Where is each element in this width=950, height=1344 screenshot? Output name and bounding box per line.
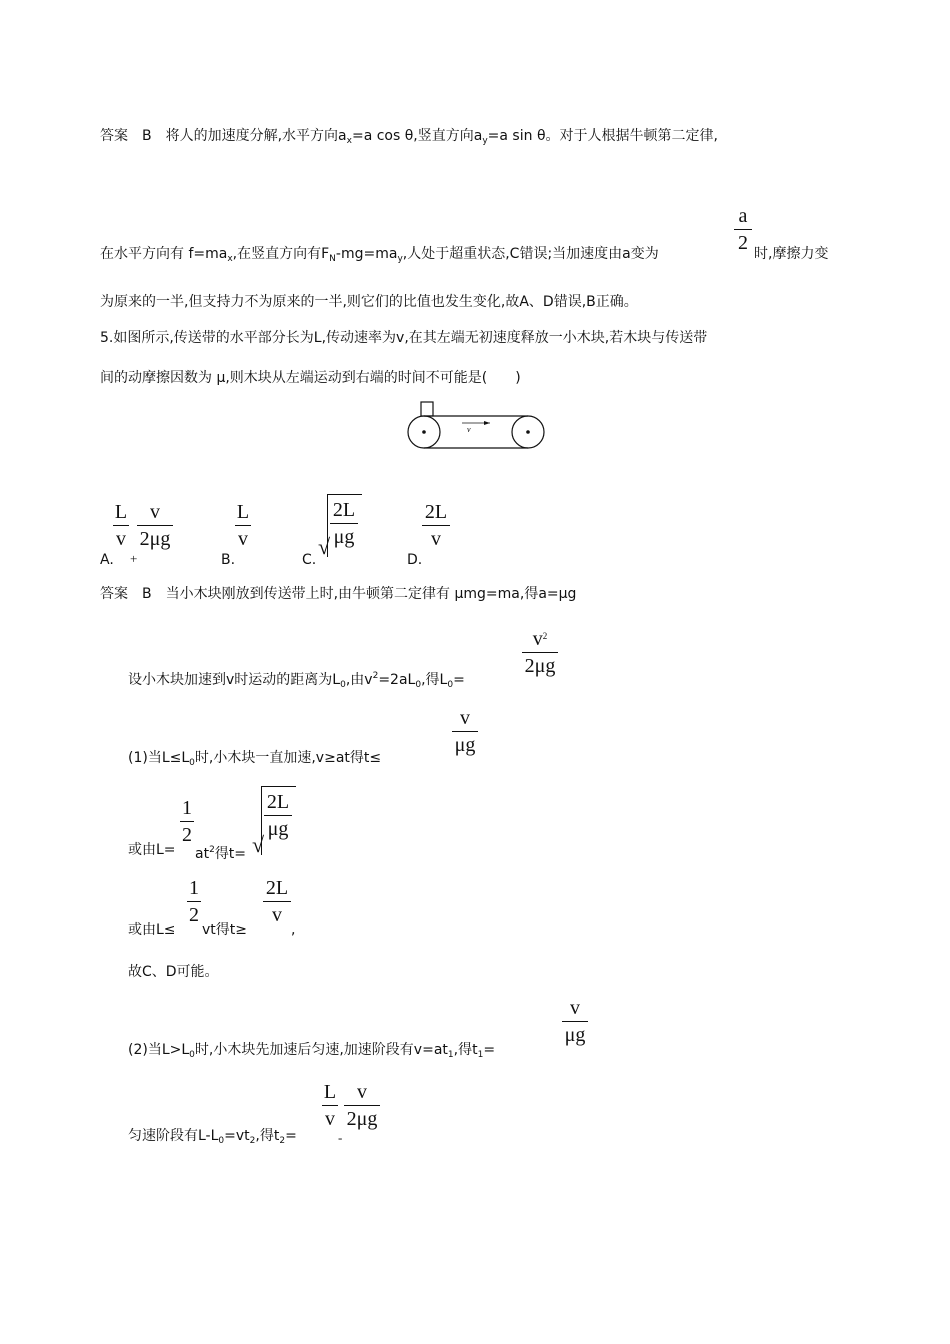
option-d-fraction: 2L v	[422, 500, 450, 551]
velocity-arrow-head	[484, 421, 490, 425]
option-a-fraction-1: L v	[114, 501, 128, 550]
answer-5-line-4-mid: $at^2$得t=	[195, 845, 247, 862]
fraction-half-1: 1 2	[182, 797, 192, 846]
answer-5-line-5-comma: ,	[291, 922, 296, 938]
answer-4-line-2-end: 时,摩擦力变	[754, 246, 829, 262]
answer-4-line-3: 为原来的一半,但支持力不为原来的一半,则它们的比值也发生变化,故A、D错误,B正确。	[100, 294, 638, 310]
answer-5-line-7: (2)当$L>L_0$时,小木块先加速后匀速,加速阶段有$v=at_1$,得$t_1=$	[128, 1042, 496, 1060]
fraction-L0: $v^2$ 2μg	[522, 624, 558, 678]
answer-5-line-1: 答案 B 当小木块刚放到传送带上时,由牛顿第二定律有 μmg=ma,得a=μg	[100, 586, 577, 602]
option-a-plus: +	[130, 551, 138, 566]
option-d-label: D.	[407, 552, 423, 568]
answer-5-line-4: 或由L=	[128, 842, 176, 858]
option-a-label: A.	[100, 552, 114, 568]
answer-4-line-2: 在水平方向有 $f=ma_x$,在竖直方向有$F_N-mg=ma_y$,人处于超重状态,C错误;当加速度由a变为	[100, 246, 659, 264]
fraction-t-le: v μg	[452, 706, 478, 757]
fraction-t-ge: 2L v	[263, 876, 291, 927]
wood-block	[421, 402, 433, 416]
answer-5-line-2: 设小木块加速到v时运动的距离为$L_0$,由$v^2=2aL_0$,得$L_0=$	[128, 671, 465, 690]
option-c-fraction: 2L μg	[330, 498, 358, 549]
option-b-label: B.	[221, 552, 236, 568]
answer-5-line-8: 匀速阶段有$L-L_0=vt_2$,得$t_2=$	[128, 1128, 297, 1146]
right-pulley-axle	[526, 430, 530, 434]
left-pulley-axle	[422, 430, 426, 434]
answer-5-line-3: (1)当$L\le L_0$时,小木块一直加速,v≥at得t≤	[128, 750, 382, 768]
answer-5-line-5-mid: vt得t≥	[202, 922, 247, 938]
option-c-sqrt: √	[318, 494, 362, 558]
answer-4-line-1: 答案 B 将人的加速度分解,水平方向$a_x=a$ cos θ,竖直方向$a_y=a$ sin θ。对于人根据牛顿第二定律,	[100, 128, 718, 146]
conveyor-belt-diagram	[404, 400, 548, 452]
fraction-t1: v μg	[562, 996, 588, 1047]
answer-5-line-5: 或由L≤	[128, 922, 176, 938]
option-a-fraction-2: v 2μg	[137, 500, 173, 551]
fraction-t2-a: L v	[323, 1081, 337, 1130]
question-5-line-1: 5.如图所示,传送带的水平部分长为L,传动速率为v,在其左端无初速度释放一小木块,若木块与传送带	[100, 330, 708, 346]
option-b-fraction: L v	[236, 501, 250, 550]
option-c-label: C.	[302, 552, 317, 568]
answer-5-line-6: 故C、D可能。	[128, 964, 219, 980]
fraction-half-2: 1 2	[189, 877, 199, 926]
fraction-t2-b: v 2μg	[344, 1080, 380, 1131]
velocity-label: v	[467, 425, 471, 434]
fraction-a-over-2: a 2	[734, 204, 752, 255]
question-5-line-2: 间的动摩擦因数为 μ,则木块从左端运动到右端的时间不可能是( )	[100, 370, 521, 386]
sqrt-2L-over-mug: √	[252, 786, 296, 856]
fraction-sqrt-inner: 2L μg	[264, 790, 292, 841]
t2-minus: -	[338, 1130, 343, 1145]
